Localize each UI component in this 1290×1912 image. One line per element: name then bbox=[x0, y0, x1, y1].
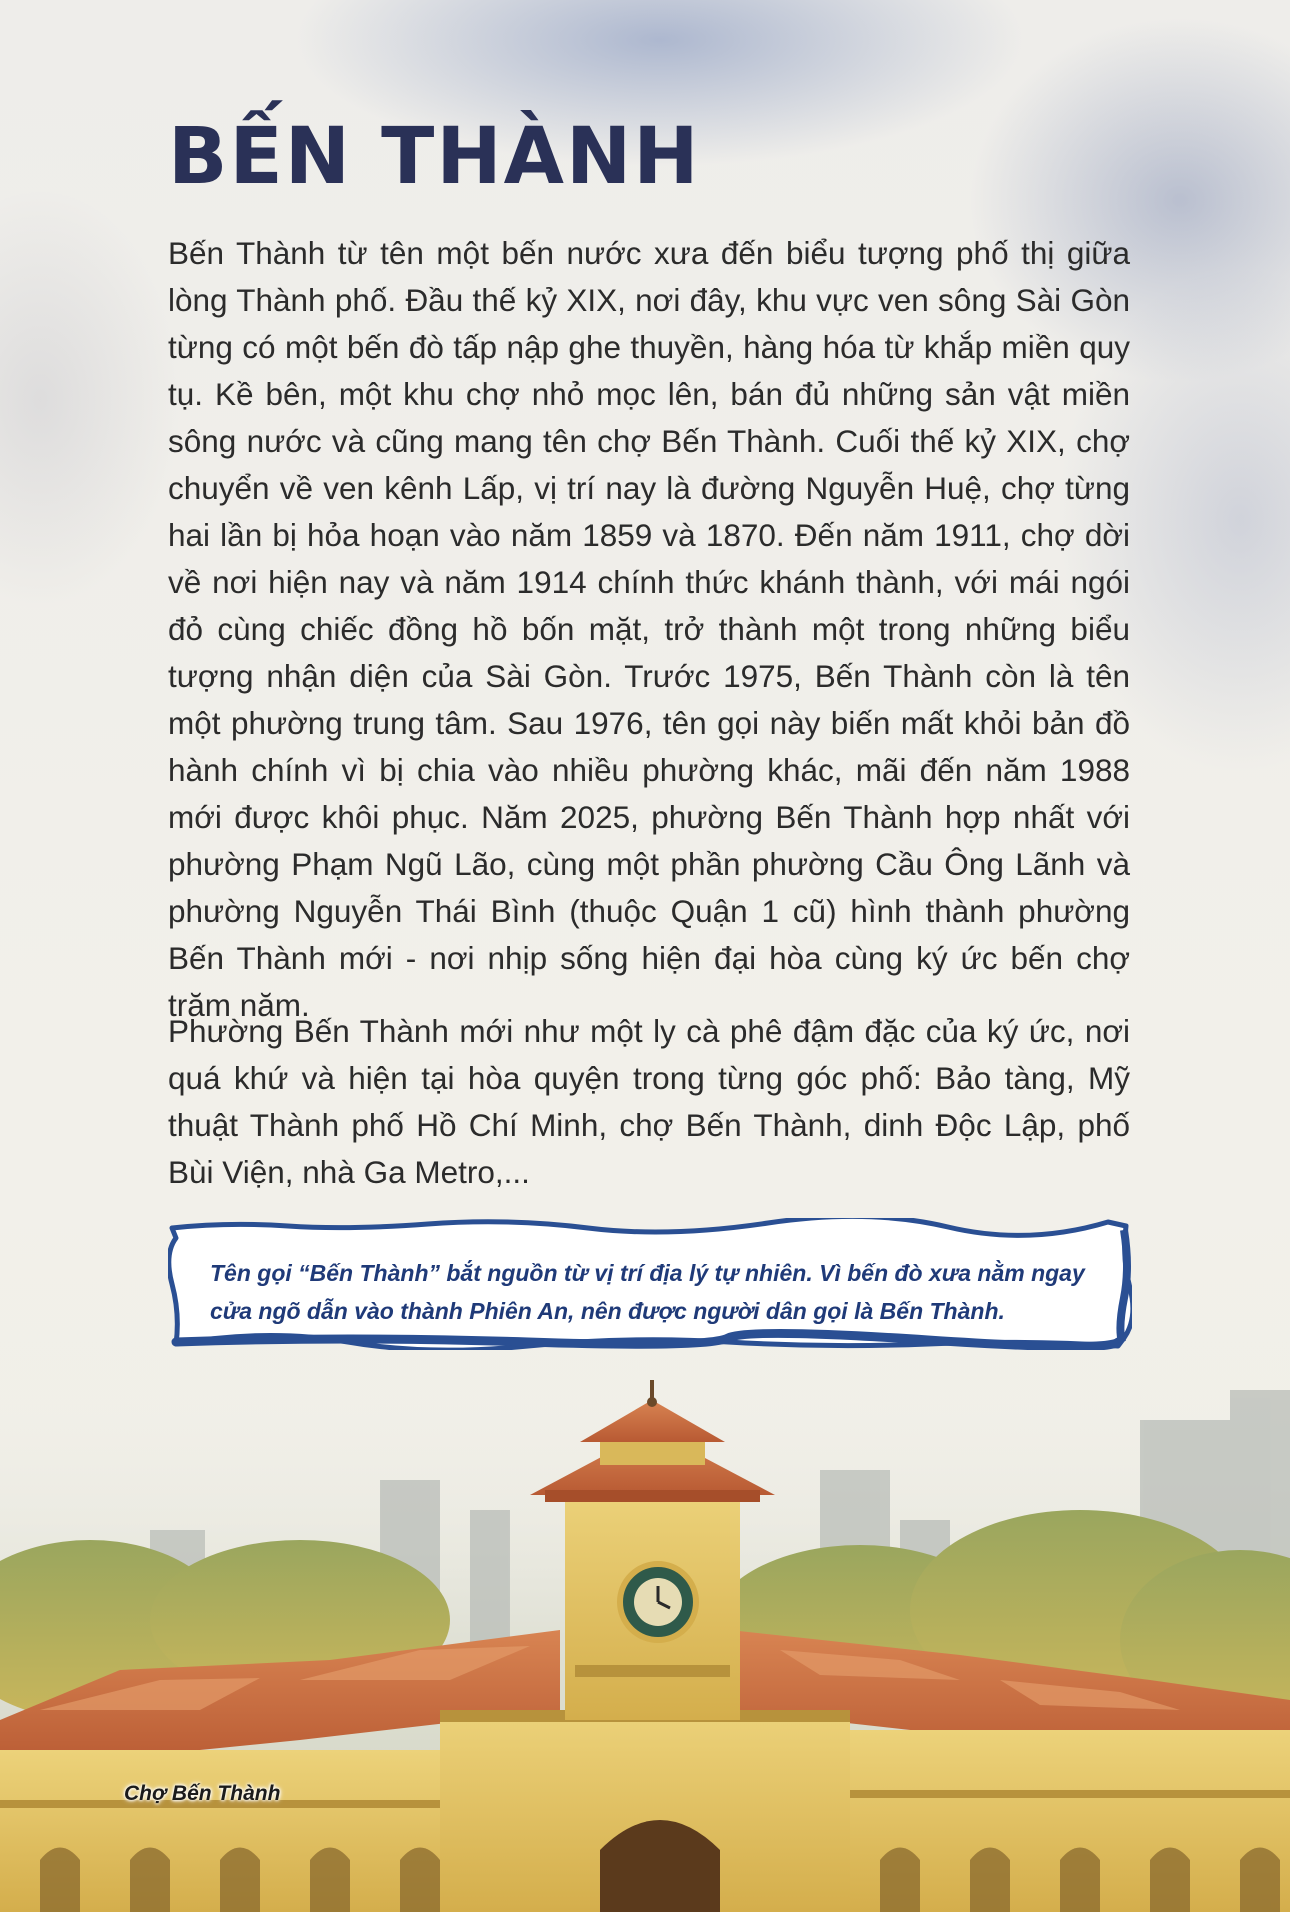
body-paragraph-1: Bến Thành từ tên một bến nước xưa đến biểu tượng phố thị giữa lòng Thành phố. Đầu thế kỷ XIX, nơi đây, khu vực ven sông Sài Gòn từng có một bến đò tấp nập ghe thuyền, hàng hóa từ khắp miền quy tụ. Kề bên, một khu chợ nhỏ mọc lên, bán đủ những sản vật miền sông nước và cũng mang tên chợ Bến Thành. Cuối thế kỷ XIX, chợ chuyển về ven kênh Lấp, vị trí nay là đường Nguyễn Huệ, chợ từng hai lần bị hỏa hoạn vào năm 1859 và 1870. Đến năm 1911, chợ dời về nơi hiện nay và năm 1914 chính thức khánh thành, với mái ngói đỏ cùng chiếc đồng hồ bốn mặt, trở thành một trong những biểu tượng nhận diện của Sài Gòn. Trước 1975, Bến Thành còn là tên một phường trung tâm. Sau 1976, tên gọi này biến mất khỏi bản đồ hành chính vì bị chia vào nhiều phường khác, mãi đến năm 1988 mới được khôi phục. Năm 2025, phường Bến Thành hợp nhất với phường Phạm Ngũ Lão, cùng một phần phường Cầu Ông Lãnh và phường Nguyễn Thái Bình (thuộc Quận 1 cũ) hình thành phường Bến Thành mới - nơi nhịp sống hiện đại hòa cùng ký ức bến chợ trăm năm. bbox=[168, 235, 1130, 1023]
page-title: BẾN THÀNH bbox=[168, 112, 701, 202]
info-callout-box bbox=[168, 1218, 1132, 1350]
central-pavilion bbox=[440, 1710, 850, 1912]
body-paragraph-2: Phường Bến Thành mới như một ly cà phê đậm đặc của ký ức, nơi quá khứ và hiện tại hòa quyện trong từng góc phố: Bảo tàng, Mỹ thuật Thành phố Hồ Chí Minh, chợ Bến Thành, dinh Độc Lập, phố Bùi Viện, nhà Ga Metro,... bbox=[168, 1013, 1130, 1190]
ben-thanh-market-illustration bbox=[0, 1380, 1290, 1912]
image-caption: Chợ Bến Thành bbox=[124, 1782, 281, 1805]
callout-text: Tên gọi “Bến Thành” bắt nguồn từ vị trí địa lý tự nhiên. Vì bến đò xưa nằm ngay cửa ngõ dẫn vào thành Phiên An, nên được người dân gọi là Bến Thành. bbox=[210, 1260, 1085, 1324]
